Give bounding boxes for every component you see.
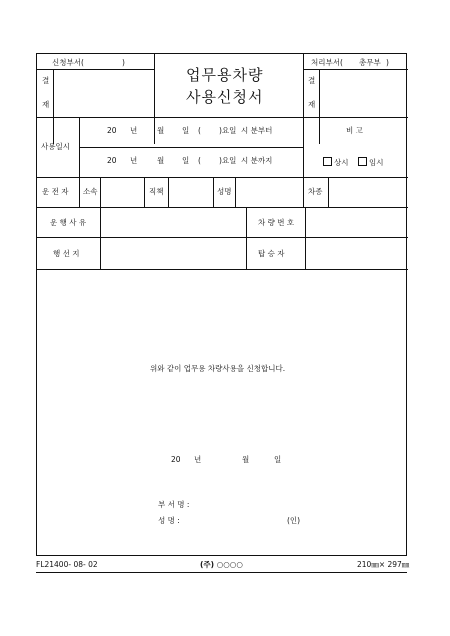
approval-char-left-1: 결	[42, 76, 50, 85]
usage-from-time: 시 분부터	[241, 126, 273, 135]
driver-div-1	[79, 177, 80, 207]
driver-name-label: 성명	[217, 187, 232, 196]
driver-div-7	[303, 177, 304, 207]
form-title-line-2: 사용신청서	[186, 88, 264, 106]
form-code: FL21400- 08- 02	[36, 560, 98, 569]
details-top-line	[37, 207, 408, 208]
driver-top-line	[37, 177, 408, 178]
passenger-label: 탑 승 자	[258, 249, 285, 258]
usage-from-year: 20	[107, 126, 117, 135]
applicant-dept-close: )	[122, 58, 125, 67]
seal-label: (인)	[287, 516, 301, 525]
option-temporary[interactable]	[358, 157, 384, 167]
remarks-divider	[303, 117, 304, 177]
details-mid-divider	[246, 207, 247, 269]
usage-to-paren: (	[198, 156, 201, 165]
driver-div-2	[100, 177, 101, 207]
approval-left-divider	[53, 69, 54, 144]
details-right-divider	[305, 207, 306, 269]
usage-from-year-unit: 년	[130, 126, 138, 135]
usage-to-day-unit: 일	[182, 156, 190, 165]
signer-name-label: 성 명 :	[158, 516, 180, 525]
driver-div-8	[328, 177, 329, 207]
sign-date-year: 20	[171, 455, 181, 464]
usage-from-paren: (	[198, 126, 201, 135]
option-regular[interactable]	[323, 157, 349, 167]
usage-from-weekday: )요일	[219, 126, 237, 135]
driver-label: 운 전 자	[42, 187, 69, 196]
remarks-label: 비 고	[346, 126, 363, 135]
driver-div-3	[144, 177, 145, 207]
checkbox-temporary-icon[interactable]	[358, 157, 367, 166]
usage-to-year-unit: 년	[130, 156, 138, 165]
header-divider-left	[154, 54, 155, 144]
details-mid-line	[37, 237, 408, 238]
usage-to-weekday: )요일	[219, 156, 237, 165]
details-bottom-line	[37, 269, 408, 270]
handler-dept-value: 총무부	[359, 58, 381, 67]
paper-size: 210㎜× 297㎜	[357, 560, 410, 569]
usage-from-day-unit: 일	[182, 126, 190, 135]
usage-to-month-unit: 월	[157, 156, 165, 165]
company-name: (주) ○○○○	[200, 560, 243, 569]
dept-name-label: 부 서 명 :	[158, 500, 190, 509]
usage-to-time: 시 분까지	[241, 156, 273, 165]
option-regular-label: 상시	[334, 158, 349, 167]
handler-dept-close: )	[386, 58, 389, 67]
sign-date-year-unit: 년	[194, 455, 202, 464]
sign-date-day-unit: 일	[274, 455, 282, 464]
application-statement: 위와 같이 업무용 차량사용을 신청합니다.	[150, 364, 286, 373]
driver-div-4	[168, 177, 169, 207]
applicant-dept-line	[37, 69, 154, 70]
approval-right-divider	[319, 69, 320, 144]
usage-mid-line	[79, 147, 303, 148]
approval-char-right-1: 결	[308, 76, 316, 85]
usage-label: 사용일시	[41, 142, 70, 151]
vehicle-type-label: 차종	[308, 187, 323, 196]
form-title-line-1: 업무용차량	[186, 66, 264, 84]
checkbox-regular-icon[interactable]	[323, 157, 332, 166]
driver-div-5	[213, 177, 214, 207]
option-temporary-label: 임시	[369, 158, 384, 167]
usage-from-month-unit: 월	[157, 126, 165, 135]
approval-char-right-2: 재	[308, 100, 316, 109]
reason-label: 운 행 사 유	[50, 218, 87, 227]
usage-to-year: 20	[107, 156, 117, 165]
handler-dept-label: 처리부서(	[311, 58, 343, 67]
driver-position-label: 직책	[149, 187, 164, 196]
plate-label: 차 량 번 호	[258, 218, 295, 227]
usage-top-line	[37, 117, 408, 118]
sign-date-month-unit: 월	[242, 455, 250, 464]
footer-rule	[36, 572, 407, 573]
applicant-dept-label: 신청부서(	[52, 58, 84, 67]
vehicle-use-application-form	[36, 53, 407, 556]
details-label-divider	[100, 207, 101, 269]
driver-affiliation-label: 소속	[83, 187, 98, 196]
destination-label: 행 선 지	[53, 249, 80, 258]
approval-char-left-2: 재	[42, 100, 50, 109]
driver-div-6	[235, 177, 236, 207]
